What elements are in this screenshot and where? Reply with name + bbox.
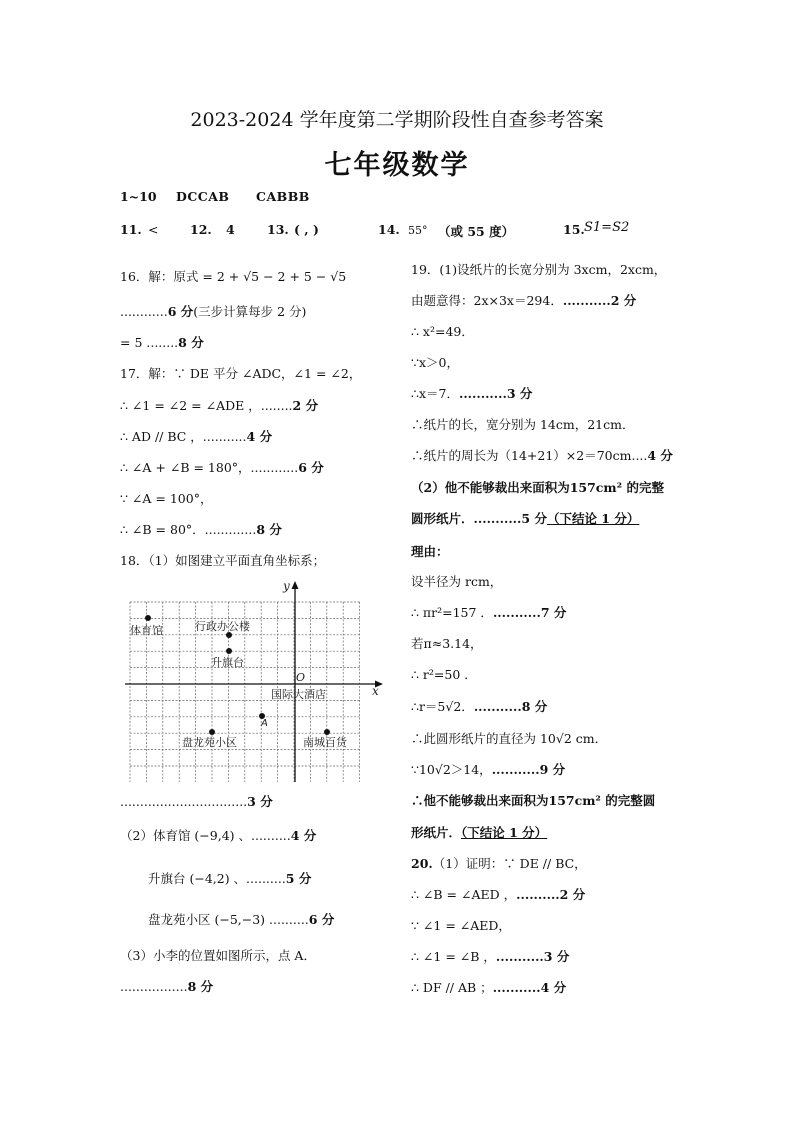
q17-line4: ∴ ∠A + ∠B = 180°，............6 分	[120, 460, 324, 475]
q16-score-8: 8 分	[178, 335, 204, 350]
label-flag: 升旗台	[211, 656, 244, 669]
q13-answer: ( , )	[294, 222, 319, 237]
q19-line3: ∴ x²=49．	[411, 324, 474, 339]
q17-line1: 17．解：∵ DE 平分 ∠ADC，∠1 = ∠2，	[120, 366, 362, 381]
q11-number: 11.	[120, 222, 142, 237]
q19-line15: ∴r＝5√2．...........8 分	[411, 699, 548, 714]
choice-answers-2: CABBB	[256, 189, 310, 204]
label-A: A	[261, 718, 268, 729]
q18-part3-score: .................8 分	[120, 979, 214, 994]
choice-answers-1: DCCAB	[176, 189, 230, 204]
point-flag	[226, 648, 232, 654]
page-subtitle: 七年级数学	[324, 150, 470, 181]
q19-line18: ∴他不能够裁出来面积为157cm² 的完整圆	[411, 793, 656, 808]
q19-line2: 由题意得：2x×3x＝294．...........2 分	[411, 293, 637, 308]
q19-line19: 形纸片．（下结论 1 分）	[411, 825, 548, 840]
q19-line13: 若π≈3.14，	[411, 636, 483, 651]
label-gym: 体育馆	[130, 624, 163, 637]
q17-line5: ∵ ∠A = 100°，	[120, 491, 213, 506]
q13-number: 13.	[267, 222, 289, 237]
q17-line2: ∴ ∠1 = ∠2 = ∠ADE ，........2 分	[120, 398, 319, 413]
q19-line9: 圆形纸片．...........5 分（下结论 1 分）	[411, 511, 640, 526]
label-origin: O	[296, 671, 306, 684]
q16-score-6: 6 分	[167, 304, 194, 319]
q20-line2: ∴ ∠B = ∠AED ，..........2 分	[411, 887, 586, 902]
q19-line5: ∴x＝7．...........3 分	[411, 386, 533, 401]
q12-answer: 4	[226, 222, 235, 237]
q18-score-3-line: ................................3 分	[120, 794, 273, 809]
q17-line6: ∴ ∠B = 80°．.............8 分	[120, 522, 282, 537]
q18-part2-gym: （2）体育馆 (−9,4) 、..........4 分	[120, 828, 317, 843]
q19-line17: ∵10√2＞14，...........9 分	[411, 762, 566, 777]
q19-line6: ∴纸片的长，宽分别为 14cm，21cm．	[411, 417, 635, 432]
q19-line11: 设半径为 rcm，	[411, 574, 503, 589]
q18-part3: （3）小李的位置如图所示，点 A．	[120, 948, 316, 963]
page-title: 2023-2024 学年度第二学期阶段性自查参考答案	[190, 109, 604, 131]
q19-line12: ∴ πr²=157 ．...........7 分	[411, 605, 567, 620]
q18-part2-panlong: 盘龙苑小区 (−5,−3) ..........6 分	[148, 912, 335, 927]
label-mall: 南城百货	[303, 736, 347, 749]
q17-line3: ∴ AD // BC ，...........4 分	[120, 429, 273, 444]
q20-line1: 20.（1）证明：∵ DE // BC，	[411, 856, 587, 871]
q19-line4: ∵x＞0，	[411, 355, 459, 370]
q14-answer: 55°	[408, 224, 428, 237]
label-x: x	[372, 684, 379, 698]
q19-line14: ∴ r²=50 ．	[411, 667, 477, 682]
q15-number: 15.	[563, 222, 585, 237]
coordinate-grid	[125, 577, 390, 782]
choice-range: 1~10	[120, 189, 157, 204]
label-admin: 行政办公楼	[195, 620, 250, 633]
q11-answer: <	[148, 222, 159, 237]
q20-line4: ∴ ∠1 = ∠B ，...........3 分	[411, 949, 570, 964]
q19-line10: 理由：	[411, 544, 449, 559]
q19-line16: ∴此圆形纸片的直径为 10√2 cm．	[411, 731, 608, 746]
q19-line7: ∴纸片的周长为（14+21）×2＝70cm....4 分	[411, 448, 673, 463]
q16-line1: 16．解：原式 = 2 + √5 − 2 + 5 − √5	[120, 269, 347, 284]
label-y: y	[283, 579, 290, 593]
q18-part2-flag: 升旗台 (−4,2) 、..........5 分	[148, 871, 312, 886]
q14-alt: （或 55 度）	[438, 224, 515, 239]
q20-line3: ∵ ∠1 = ∠AED，	[411, 918, 511, 933]
label-panlong: 盘龙苑小区	[182, 736, 237, 749]
y-axis-arrow	[292, 581, 299, 589]
point-gym	[145, 615, 151, 621]
q16-expression: = 2 + √5 − 2 + 5 − √5	[202, 269, 347, 284]
q20-line5: ∴ DF // AB ；...........4 分	[411, 980, 567, 995]
q19-line1: 19．(1)设纸片的长宽分别为 3xcm，2xcm，	[411, 262, 667, 277]
point-panlong	[209, 729, 215, 735]
q19-line8: （2）他不能够裁出来面积为157cm² 的完整	[411, 480, 664, 495]
q14-number: 14.	[378, 222, 400, 237]
q15-answer: S1=S2	[584, 220, 630, 235]
q16-line3: = 5 ........8 分	[120, 335, 204, 350]
label-hotel: 国际大酒店	[271, 688, 326, 701]
q18-line1: 18．（1）如图建立平面直角坐标系；	[120, 553, 326, 568]
point-mall	[324, 729, 330, 735]
q16-line2: ............6 分(三步计算每步 2 分)	[120, 304, 307, 319]
q12-number: 12.	[190, 222, 212, 237]
